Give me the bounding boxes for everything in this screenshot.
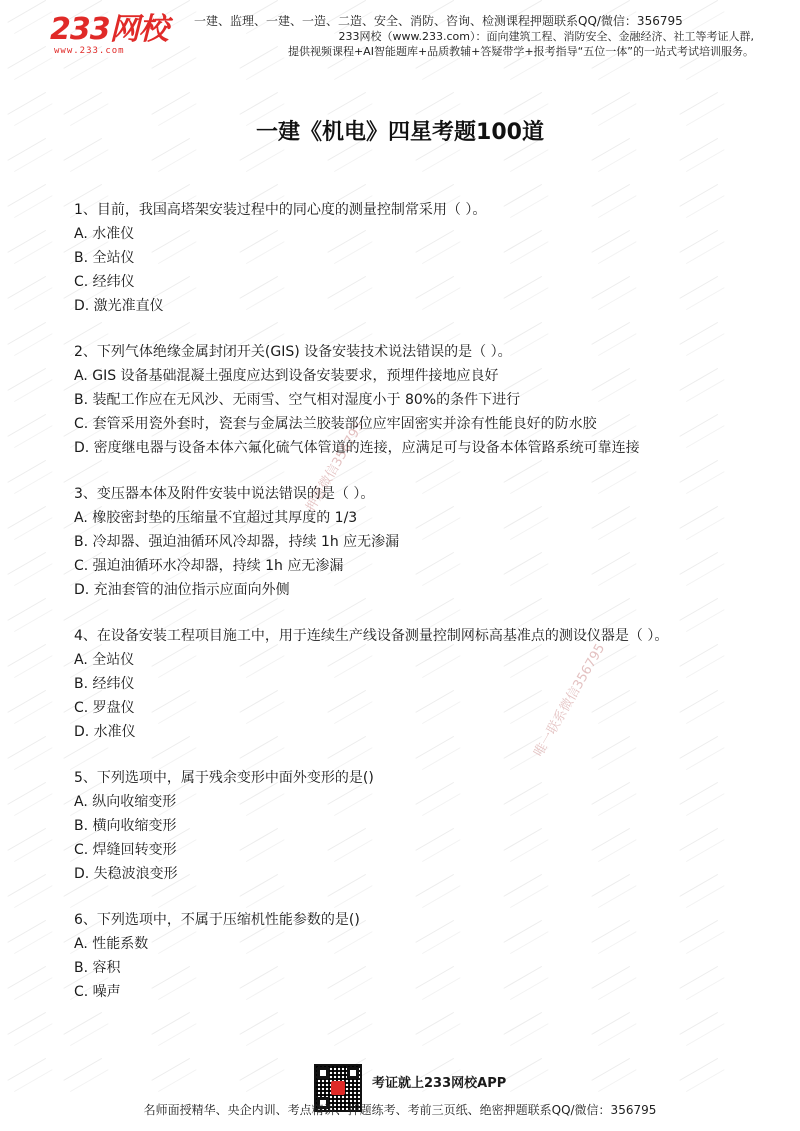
option-d: D. 水准仪	[74, 724, 136, 740]
watermark-tile	[7, 506, 52, 540]
question-5	[74, 766, 754, 886]
option-d: D. 激光准直仪	[74, 298, 164, 314]
qr-finder-icon	[347, 1067, 359, 1079]
diagonal-watermark: 唯一联系微信356795	[531, 641, 609, 760]
option-a: A. 水准仪	[74, 226, 135, 242]
question-6	[74, 908, 754, 1004]
option-c: C. 套管采用瓷外套时，瓷套与金属法兰胶装部位应牢固密实并涂有性能良好的防水胶	[74, 416, 597, 432]
option-c: C. 罗盘仪	[74, 700, 135, 716]
question-1	[74, 198, 754, 318]
option-c: C. 强迫油循环水冷却器，持续 1h 应无渗漏	[74, 558, 344, 574]
watermark-tile	[7, 460, 52, 494]
question-3	[74, 482, 754, 602]
watermark-tile	[7, 414, 52, 448]
watermark-tile	[7, 736, 52, 770]
watermark-tile	[7, 644, 52, 678]
page-footer	[0, 1062, 800, 1131]
option-b: B. 冷却器、强迫油循环风冷却器，持续 1h 应无渗漏	[74, 534, 400, 550]
option-b: B. 横向收缩变形	[74, 818, 177, 834]
watermark-tile	[7, 920, 52, 954]
footer-contact-line: 名师面授精华、央企内训、考点精讲、押题练考、考前三页纸、绝密押题联系QQ/微信：356795	[143, 1103, 657, 1117]
logo-text: 233网校	[50, 12, 168, 47]
watermark-tile	[7, 322, 52, 356]
watermark-tile	[7, 690, 52, 724]
qr-logo-icon	[331, 1081, 345, 1095]
watermark-tile	[7, 828, 52, 862]
diagonal-watermark: 押题微信356795	[303, 418, 368, 515]
option-d: D. 充油套管的油位指示应面向外侧	[74, 582, 290, 598]
option-b: B. 经纬仪	[74, 676, 135, 692]
question-stem: 4、在设备安装工程项目施工中，用于连续生产线设备测量控制网标高基准点的测设仪器是（ ）。	[74, 628, 669, 644]
logo-url: www.233.com	[54, 46, 125, 56]
option-c: C. 焊缝回转变形	[74, 842, 177, 858]
watermark-tile	[7, 552, 52, 586]
header-intro-line: 233网校（www.233.com）：面向建筑工程、消防安全、金融经济、社工等考证人群,	[338, 30, 754, 43]
question-stem: 3、变压器本体及附件安装中说法错误的是（ ）。	[74, 486, 375, 502]
header-contact-line: 一建、监理、一建、一造、二造、安全、消防、咨询、检测课程押题联系QQ/微信：356795	[194, 14, 683, 28]
question-stem: 5、下列选项中，属于残余变形中面外变形的是()	[74, 770, 374, 786]
question-4	[74, 624, 754, 744]
option-a: A. 橡胶密封垫的压缩量不宜超过其厚度的 1/3	[74, 510, 358, 526]
watermark-tile	[7, 874, 52, 908]
brand-logo[interactable]	[50, 14, 190, 64]
watermark-tile	[7, 230, 52, 264]
option-b: B. 装配工作应在无风沙、无雨雪、空气相对湿度小于 80%的条件下进行	[74, 392, 521, 408]
option-a: A. 纵向收缩变形	[74, 794, 177, 810]
watermark-tile	[7, 1012, 52, 1046]
watermark-tile	[7, 966, 52, 1000]
question-list	[74, 198, 754, 1026]
question-stem: 6、下列选项中，不属于压缩机性能参数的是()	[74, 912, 360, 928]
option-a: A. 全站仪	[74, 652, 135, 668]
question-2	[74, 340, 754, 460]
option-d: D. 失稳波浪变形	[74, 866, 178, 882]
option-b: B. 全站仪	[74, 250, 135, 266]
option-a: A. GIS 设备基础混凝土强度应达到设备安装要求，预埋件接地应良好	[74, 368, 499, 384]
option-d: D. 密度继电器与设备本体六氟化硫气体管道的连接，应满足可与设备本体管路系统可靠连接	[74, 440, 640, 456]
question-stem: 2、下列气体绝缘金属封闭开关(GIS) 设备安装技术说法错误的是（ ）。	[74, 344, 512, 360]
header-service-line: 提供视频课程+AI智能题库+品质教辅+答疑带学+报考指导“五位一体”的一站式考试培训服务。	[287, 45, 754, 58]
watermark-tile	[7, 598, 52, 632]
option-c: C. 噪声	[74, 984, 121, 1000]
option-a: A. 性能系数	[74, 936, 149, 952]
question-stem: 1、目前，我国高塔架安装过程中的同心度的测量控制常采用（ ）。	[74, 202, 487, 218]
watermark-tile	[7, 184, 52, 218]
header-info	[194, 14, 754, 59]
watermark-tile	[7, 782, 52, 816]
option-c: C. 经纬仪	[74, 274, 135, 290]
watermark-tile	[7, 276, 52, 310]
option-b: B. 容积	[74, 960, 121, 976]
document-title: 一建《机电》四星考题100道	[256, 120, 544, 145]
page-header	[0, 0, 800, 80]
watermark-tile	[7, 368, 52, 402]
app-promo-text: 考证就上233网校APP	[372, 1076, 507, 1091]
qr-finder-icon	[317, 1067, 329, 1079]
